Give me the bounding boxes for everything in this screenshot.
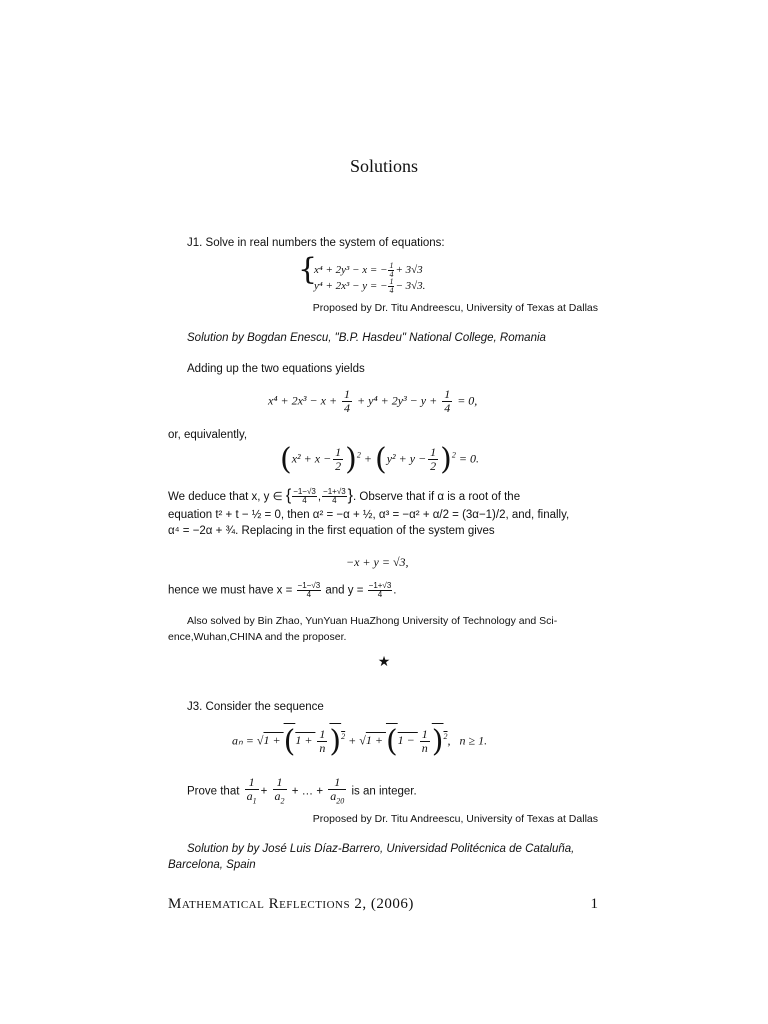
- footer-page-number: 1: [590, 896, 598, 912]
- problem-j1-statement: J1. Solve in real numbers the system of equations:: [187, 237, 445, 249]
- footer-journal-title: Mathematical Reflections 2, (2006): [168, 896, 414, 912]
- adding-text: Adding up the two equations yields: [187, 363, 365, 375]
- also-solved-line-1: Also solved by Bin Zhao, YunYuan HuaZhong University of Technology and Sci-: [187, 615, 558, 627]
- hence-line: hence we must have x = $\frac{-1-√3}{4}$ and y = $\frac{-1+√3}{4}$ .: [168, 581, 397, 599]
- sum-equation: x⁴ + 2x³ − x + $\frac{1}{4}$ + y⁴ + 2y³ − y + $\frac{1}{4}$ = 0,: [268, 387, 478, 415]
- j1-solution-author: Solution by Bogdan Enescu, "B.P. Hasdeu" National College, Romania: [187, 332, 546, 344]
- deduce-line-2: equation t² + t − ½ = 0, then α² = −α + ½, α³ = −α² + α/2 = (3α−1)/2, and, finally,: [168, 509, 570, 521]
- or-text: or, equivalently,: [168, 429, 248, 441]
- j1-proposer: Proposed by Dr. Titu Andreescu, University of Texas at Dallas: [312, 302, 598, 314]
- star-separator-icon: ★: [377, 654, 391, 670]
- squares-equation: (x² + x − $\frac{1}{2}$ )$^2$ + (y² + y − $\frac{1}{2}$ )$^2$ = 0.: [280, 442, 479, 477]
- prove-line: Prove that $\frac{1}{a_1}$ + $\frac{1}{a_2}$ + … + $\frac{1}{a_{20}}$ is an integer.: [187, 775, 417, 806]
- deduce-line-3: α⁴ = −2α + ¾. Replacing in the first equation of the system gives: [168, 525, 495, 537]
- page-title: Solutions: [349, 156, 419, 176]
- j3-solution-author-line-2: Barcelona, Spain: [168, 859, 256, 871]
- left-brace: {: [298, 252, 318, 287]
- system-eq2: y⁴ + 2x³ − y = − $\frac{1}{4}$ − 3√3.: [314, 277, 426, 295]
- difference-equation: −x + y = √3,: [346, 555, 409, 569]
- j3-proposer: Proposed by Dr. Titu Andreescu, University of Texas at Dallas: [312, 813, 598, 825]
- also-solved-line-2: ence,Wuhan,CHINA and the proposer.: [168, 631, 347, 643]
- j3-solution-author-line-1: Solution by by José Luis Díaz-Barrero, Universidad Politécnica de Cataluña,: [187, 843, 575, 855]
- sequence-definition: aₙ = √1 + (1 + $\frac{1}{n}$ )$^2$ + √1 + (1 − $\frac{1}{n}$ )$^2$, n ≥ 1.: [232, 724, 488, 759]
- system-eq1: x⁴ + 2y³ − x = − $\frac{1}{4}$ + 3√3: [314, 261, 423, 279]
- deduce-line-1: We deduce that x, y ∈ { $\frac{-1-√3}{4}$ , $\frac{-1+√3}{4}$ }. Observe that if α is a root of the: [168, 487, 521, 506]
- problem-j3-statement: J3. Consider the sequence: [187, 701, 324, 713]
